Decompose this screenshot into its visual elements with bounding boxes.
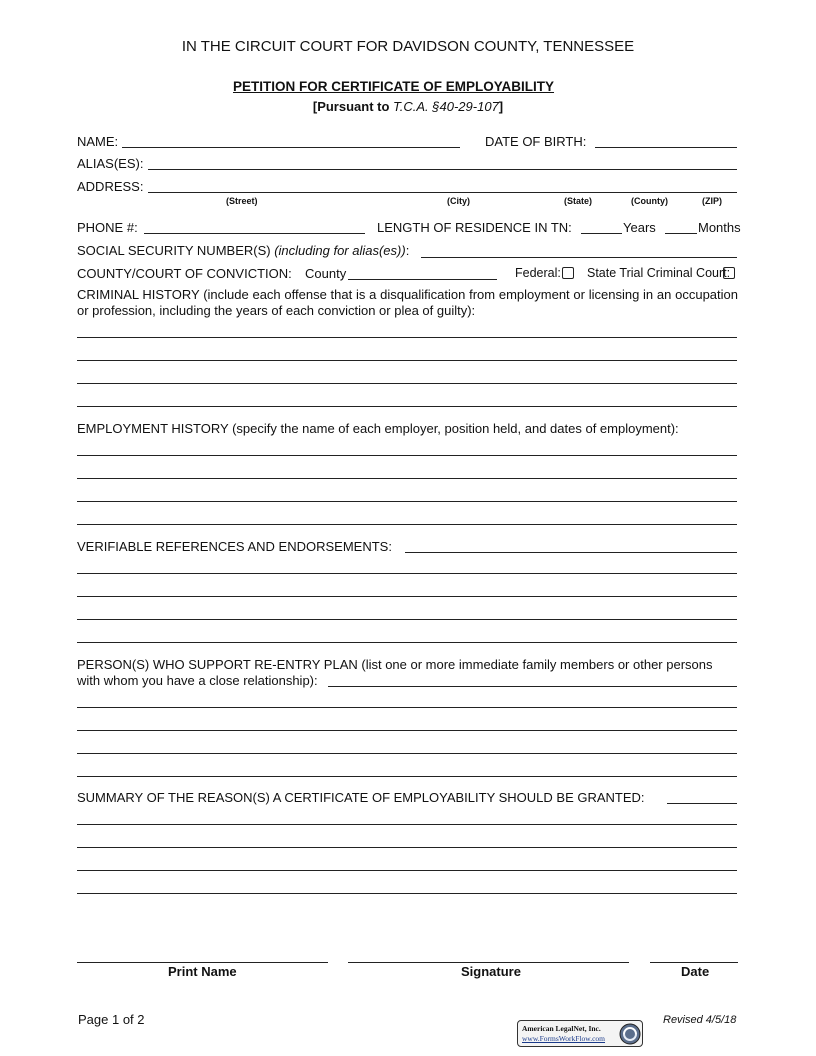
logo-company-name: American LegalNet, Inc. <box>522 1024 601 1033</box>
support-line[interactable] <box>77 776 737 777</box>
name-label: NAME: <box>77 134 119 149</box>
federal-label: Federal: <box>515 266 561 280</box>
dob-field[interactable] <box>595 147 737 148</box>
summary-line[interactable] <box>77 893 737 894</box>
years-label: Years <box>623 220 656 235</box>
residence-years-field[interactable] <box>581 233 622 234</box>
alias-label: ALIAS(ES): <box>77 156 144 171</box>
print-name-line[interactable] <box>77 962 328 963</box>
signature-label: Signature <box>461 964 521 979</box>
employment-history-line[interactable] <box>77 478 737 479</box>
address-label: ADDRESS: <box>77 179 144 194</box>
county-label: County <box>305 266 347 281</box>
signature-line[interactable] <box>348 962 629 963</box>
ssn-label-text: SOCIAL SECURITY NUMBER(S) <box>77 243 275 258</box>
months-label: Months <box>698 220 741 235</box>
pursuant-citation <box>0 99 816 114</box>
name-field[interactable] <box>122 147 460 148</box>
court-heading: IN THE CIRCUIT COURT FOR DAVIDSON COUNTY, TENNESSEE <box>181 38 635 55</box>
support-line[interactable] <box>77 730 737 731</box>
statute-citation: T.C.A. §40-29-107 <box>393 99 499 114</box>
support-label-line1: PERSON(S) WHO SUPPORT RE-ENTRY PLAN (list one or more immediate family members or other persons <box>77 657 713 672</box>
ssn-label <box>77 243 409 258</box>
county-field[interactable] <box>348 279 497 280</box>
conviction-label: COUNTY/COURT OF CONVICTION: <box>77 266 292 281</box>
state-sublabel: (State) <box>564 196 593 206</box>
logo-url: www.FormsWorkFlow.com <box>522 1034 606 1043</box>
ssn-colon: : <box>405 243 410 258</box>
bracket-close: ] <box>498 99 504 114</box>
state-trial-label: State Trial Criminal Court: <box>587 266 731 280</box>
employment-history-line[interactable] <box>77 455 737 456</box>
criminal-history-line[interactable] <box>77 337 737 338</box>
phone-label: PHONE #: <box>77 220 138 235</box>
page-number: Page 1 of 2 <box>78 1012 145 1027</box>
criminal-history-label: CRIMINAL HISTORY (include each offense that is a disqualification from employment or licensing in an occupation or profession, including the years of each conviction or plea of guilty): <box>77 287 738 318</box>
references-label: VERIFIABLE REFERENCES AND ENDORSEMENTS: <box>77 539 392 554</box>
criminal-history-line[interactable] <box>77 360 737 361</box>
employment-history-label: EMPLOYMENT HISTORY (specify the name of each employer, position held, and dates of employment): <box>77 421 679 436</box>
street-sublabel: (Street) <box>226 196 258 206</box>
ssn-field[interactable] <box>421 257 737 258</box>
summary-label: SUMMARY OF THE REASON(S) A CERTIFICATE OF EMPLOYABILITY SHOULD BE GRANTED: <box>77 790 645 805</box>
county-sublabel: (County) <box>631 196 668 206</box>
criminal-history-line[interactable] <box>77 406 737 407</box>
form-title: PETITION FOR CERTIFICATE OF EMPLOYABILITY <box>233 79 555 94</box>
summary-line[interactable] <box>77 847 737 848</box>
residence-label: LENGTH OF RESIDENCE IN TN: <box>377 220 572 235</box>
phone-field[interactable] <box>144 233 365 234</box>
summary-field[interactable] <box>667 803 737 804</box>
support-field[interactable] <box>328 686 737 687</box>
print-name-label: Print Name <box>168 964 237 979</box>
bracket-open: [ <box>312 99 318 114</box>
dob-label: DATE OF BIRTH: <box>485 134 587 149</box>
summary-line[interactable] <box>77 870 737 871</box>
references-line[interactable] <box>77 642 737 643</box>
employment-history-line[interactable] <box>77 501 737 502</box>
federal-checkbox[interactable] <box>562 267 574 279</box>
support-line[interactable] <box>77 707 737 708</box>
support-label-line2: with whom you have a close relationship): <box>77 673 318 688</box>
address-field[interactable] <box>148 192 737 193</box>
globe-icon <box>619 1023 641 1045</box>
employment-history-line[interactable] <box>77 524 737 525</box>
criminal-history-line[interactable] <box>77 383 737 384</box>
references-line[interactable] <box>77 573 737 574</box>
references-line[interactable] <box>77 619 737 620</box>
summary-line[interactable] <box>77 824 737 825</box>
state-trial-checkbox[interactable] <box>723 267 735 279</box>
pursuant-label: Pursuant to <box>317 99 394 114</box>
revised-date: Revised 4/5/18 <box>663 1014 737 1026</box>
date-line[interactable] <box>650 962 738 963</box>
references-line[interactable] <box>77 596 737 597</box>
date-label: Date <box>681 964 710 979</box>
alias-field[interactable] <box>148 169 737 170</box>
zip-sublabel: (ZIP) <box>702 196 722 206</box>
references-field[interactable] <box>405 552 737 553</box>
city-sublabel: (City) <box>447 196 470 206</box>
residence-months-field[interactable] <box>665 233 697 234</box>
ssn-note: (including for alias(es)) <box>274 243 406 258</box>
support-line[interactable] <box>77 753 737 754</box>
forms-workflow-logo[interactable] <box>517 1020 643 1047</box>
